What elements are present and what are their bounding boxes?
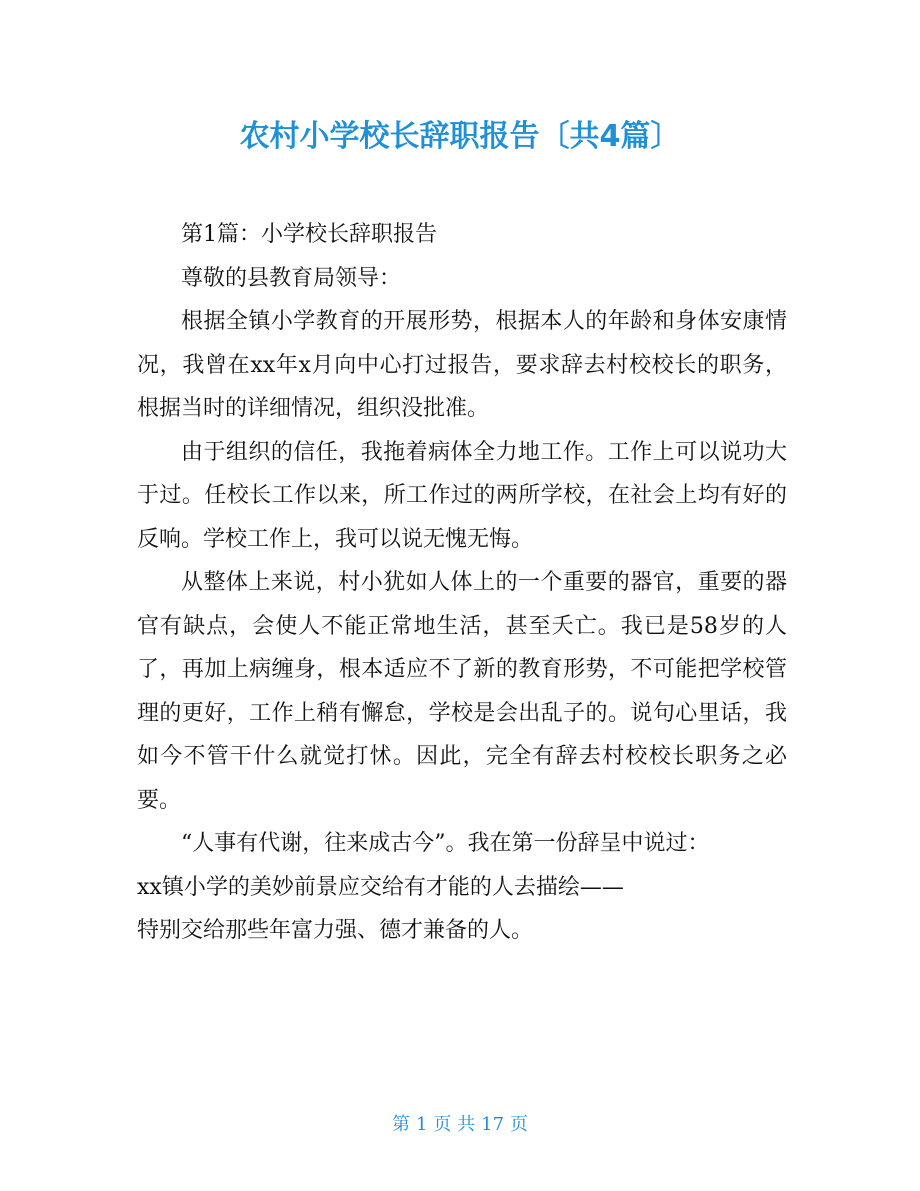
closing-line: “人事有代谢，往来成古今”。我在第一份辞呈中说过： [181, 831, 710, 856]
footer-page-suffix: 页 [510, 1114, 529, 1135]
paragraph: 从整体上来说，村小犹如人体上的一个重要的器官，重要的器官有缺点，会使人不能正常地生活，甚至夭亡。我已是58岁的人了，再加上病缠身，根本适应不了新的教育形势，不可能把学校管理的更好，工作上稍有懈怠，学校是会出乱子的。说句心里话，我如今不管干什么就觉打怵。因此，完全有辞去村校校长职务之必要。 [137, 570, 787, 813]
section-heading: 第1篇：小学校长辞职报告 [181, 222, 437, 247]
page-footer [0, 1113, 920, 1137]
footer-page-total: 17 [481, 1114, 505, 1135]
closing-line: 特别交给那些年富力强、德才兼备的人。 [137, 918, 534, 943]
paragraph: 由于组织的信任，我拖着病体全力地工作。工作上可以说功大于过。任校长工作以来，所工作过的两所学校，在社会上均有好的反响。学校工作上，我可以说无愧无悔。 [137, 439, 787, 552]
document-title: 农村小学校长辞职报告〔共4篇〕 [239, 119, 681, 154]
footer-page-number: 1 [415, 1114, 428, 1135]
closing-line: xx镇小学的美妙前景应交给有才能的人去描绘—— [137, 874, 624, 900]
salutation: 尊敬的县教育局领导： [181, 265, 402, 291]
footer-page-prefix: 第 [391, 1114, 410, 1135]
footer-page-mid: 页 共 [433, 1114, 476, 1135]
document-body [137, 213, 787, 953]
paragraph: 根据全镇小学教育的开展形势，根据本人的年龄和身体安康情况，我曾在xx年x月向中心打过报告，要求辞去村校校长的职务，根据当时的详细情况，组织没批准。 [137, 309, 787, 421]
